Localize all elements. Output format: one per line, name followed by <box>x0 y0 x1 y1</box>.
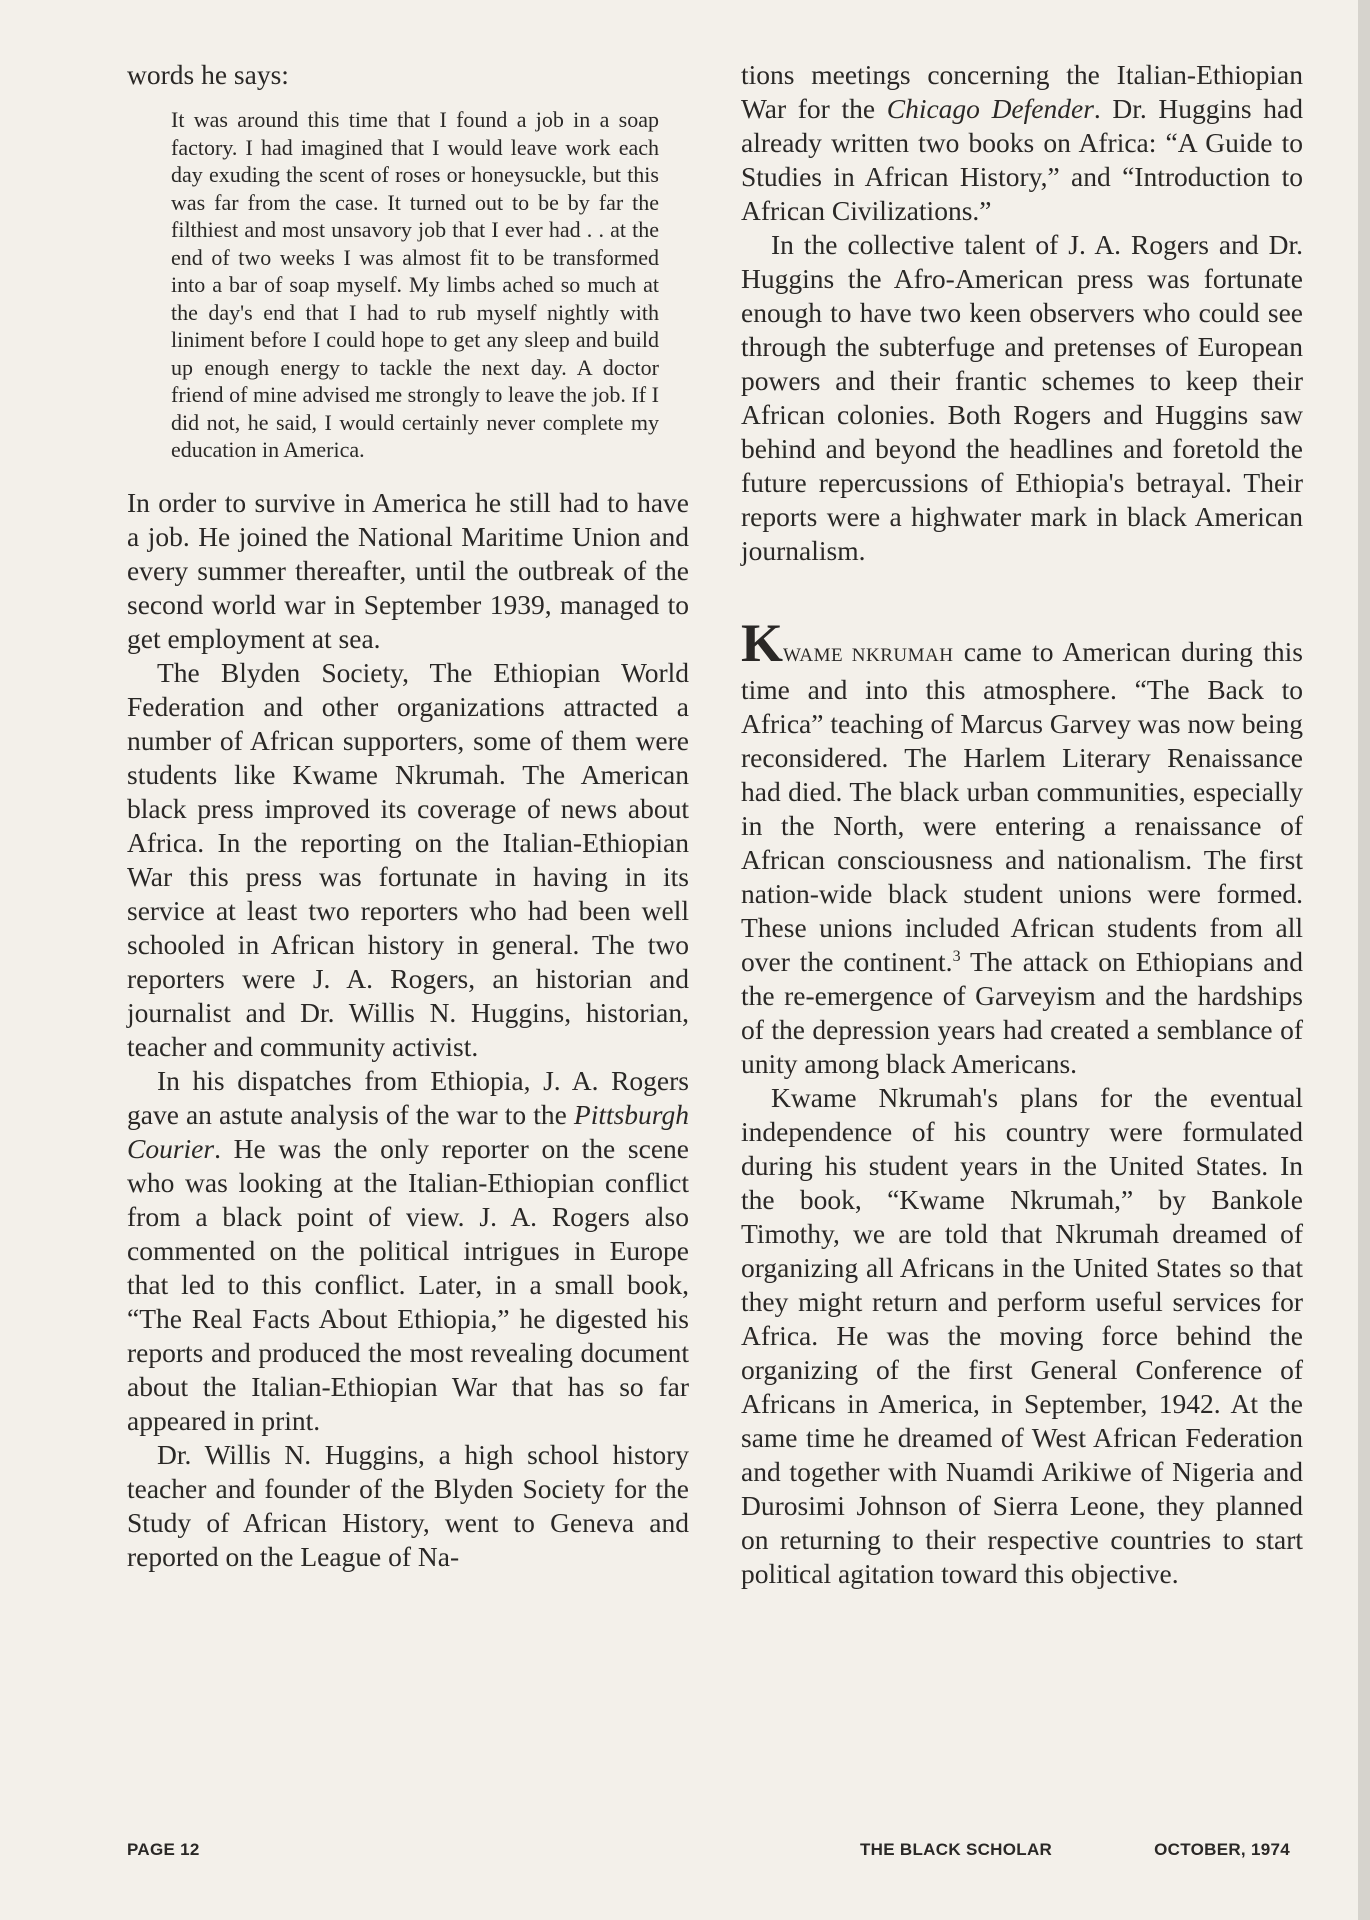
issue-date: OCTOBER, 1974 <box>1154 1840 1290 1859</box>
running-footer <box>860 1840 1290 1860</box>
quote-text: It was around this time that I found a job in a soap factory. I had imagined that I would leave work each day exuding the scent of roses or honeysuckle, but this was far from the case. It turned out to be by far the filthiest and most unsavory job that I ever had . . at the end of two weeks I was almost fit to be transformed into a bar of soap myself. My limbs ached so much at the day's end that I had to rub myself nightly with liniment before I could hope to get any sleep and build up enough energy to tackle the next day. A doctor friend of mine advised me strongly to leave the job. If I did not, he said, I would certainly never complete my education in America. <box>171 107 659 462</box>
paragraph <box>741 58 1303 228</box>
page-number: PAGE 12 <box>127 1840 200 1859</box>
intro-line: words he says: <box>127 59 289 90</box>
text-run: In his dispatches from Ethiopia, J. A. Rogers gave an astute analysis of the war to the <box>127 1064 689 1130</box>
block-quote <box>171 106 659 464</box>
text-run: tions meetings concerning the Italian-Ethiopian War for the <box>741 59 1303 124</box>
paragraph: In order to survive in America he still had to have a job. He joined the National Maritime Union and every summer thereafter, until the outbreak of the second world war in September 1939, managed to get employment at sea. <box>127 486 689 654</box>
left-column <box>127 58 689 1574</box>
paragraph: Kwame Nkrumah's plans for the eventual independence of his country were formulated during his student years in the United States. In the book, “Kwame Nkrumah,” by Bankole Timothy, we are told that Nkrumah dreamed of organizing all Africans in the United States so that they might return and perform useful services for Africa. He was the moving force behind the organizing of the first General Conference of Africans in America, in September, 1942. At the same time he dreamed of West African Federation and together with Nuamdi Arikiwe of Nigeria and Durosimi Johnson of Sierra Leone, they planned on returning to their respective countries to start political agitation toward this objective. <box>741 1082 1303 1589</box>
paragraph: The Blyden Society, The Ethiopian World Federation and other organizations attracted a number of African supporters, some of them were students like Kwame Nkrumah. The American black press improved its coverage of news about Africa. In the reporting on the Italian-Ethiopian War this press was fortunate in having in its service at least two reporters who had been well schooled in African history in general. The two reporters were J. A. Rogers, an historian and journalist and Dr. Willis N. Huggins, historian, teacher and community activist. <box>127 656 689 1062</box>
text-run: . He was the only reporter on the scene who was looking at the Italian-Ethiopian conflict from a black point of view. J. A. Rogers also commented on the political intrigues in Europe that led to this conflict. Later, in a small book, “The Real Facts About Ethiopia,” he digested his reports and produced the most revealing document about the Italian-Ethiopian War that has so far appeared in print. <box>127 1132 689 1436</box>
newspaper-title: Chicago Defender <box>886 93 1094 124</box>
page-edge <box>1358 0 1370 1920</box>
section-break <box>741 568 1303 626</box>
publication-name: THE BLACK SCHOLAR <box>860 1840 1053 1859</box>
footnote-marker: 3 <box>952 947 961 965</box>
paragraph: Dr. Willis N. Huggins, a high school history teacher and founder of the Blyden Society for the Study of African History, went to Geneva and reported on the League of Na- <box>127 1438 689 1572</box>
text-run: came to American during this time and into this atmosphere. “The Back to Africa” teaching of Marcus Garvey was now being reconsidered. The Harlem Literary Renaissance had died. The black urban communities, especially in the North, were entering a renaissance of African consciousness and nationalism. The first nation-wide black student unions were formed. These unions included African students from all over the continent. <box>741 636 1303 977</box>
right-column <box>741 58 1303 1591</box>
paragraph: In the collective talent of J. A. Rogers and Dr. Huggins the Afro-American press was fortunate enough to have two keen observers who could see through the subterfuge and pretenses of European powers and their frantic schemes to keep their African colonies. Both Rogers and Huggins saw behind and beyond the headlines and foretold the future repercussions of Ethiopia's betrayal. Their reports were a highwater mark in black American journalism. <box>741 229 1303 566</box>
small-caps-lead: WAME NKRUMAH <box>783 645 954 666</box>
paragraph <box>741 613 1303 1081</box>
text-run: The attack on Ethiopians and the re-emergence of Garveyism and the hardships of the depression years had created a semblance of unity among black Americans. <box>741 946 1303 1079</box>
drop-cap: K <box>741 613 784 673</box>
text-run: . Dr. Huggins had already written two books on Africa: “A Guide to Studies in African History,” and “Introduction to African Civilizations.” <box>741 93 1303 226</box>
newspaper-title: Pittsburgh Courier <box>127 1098 689 1164</box>
paragraph <box>127 1064 689 1438</box>
